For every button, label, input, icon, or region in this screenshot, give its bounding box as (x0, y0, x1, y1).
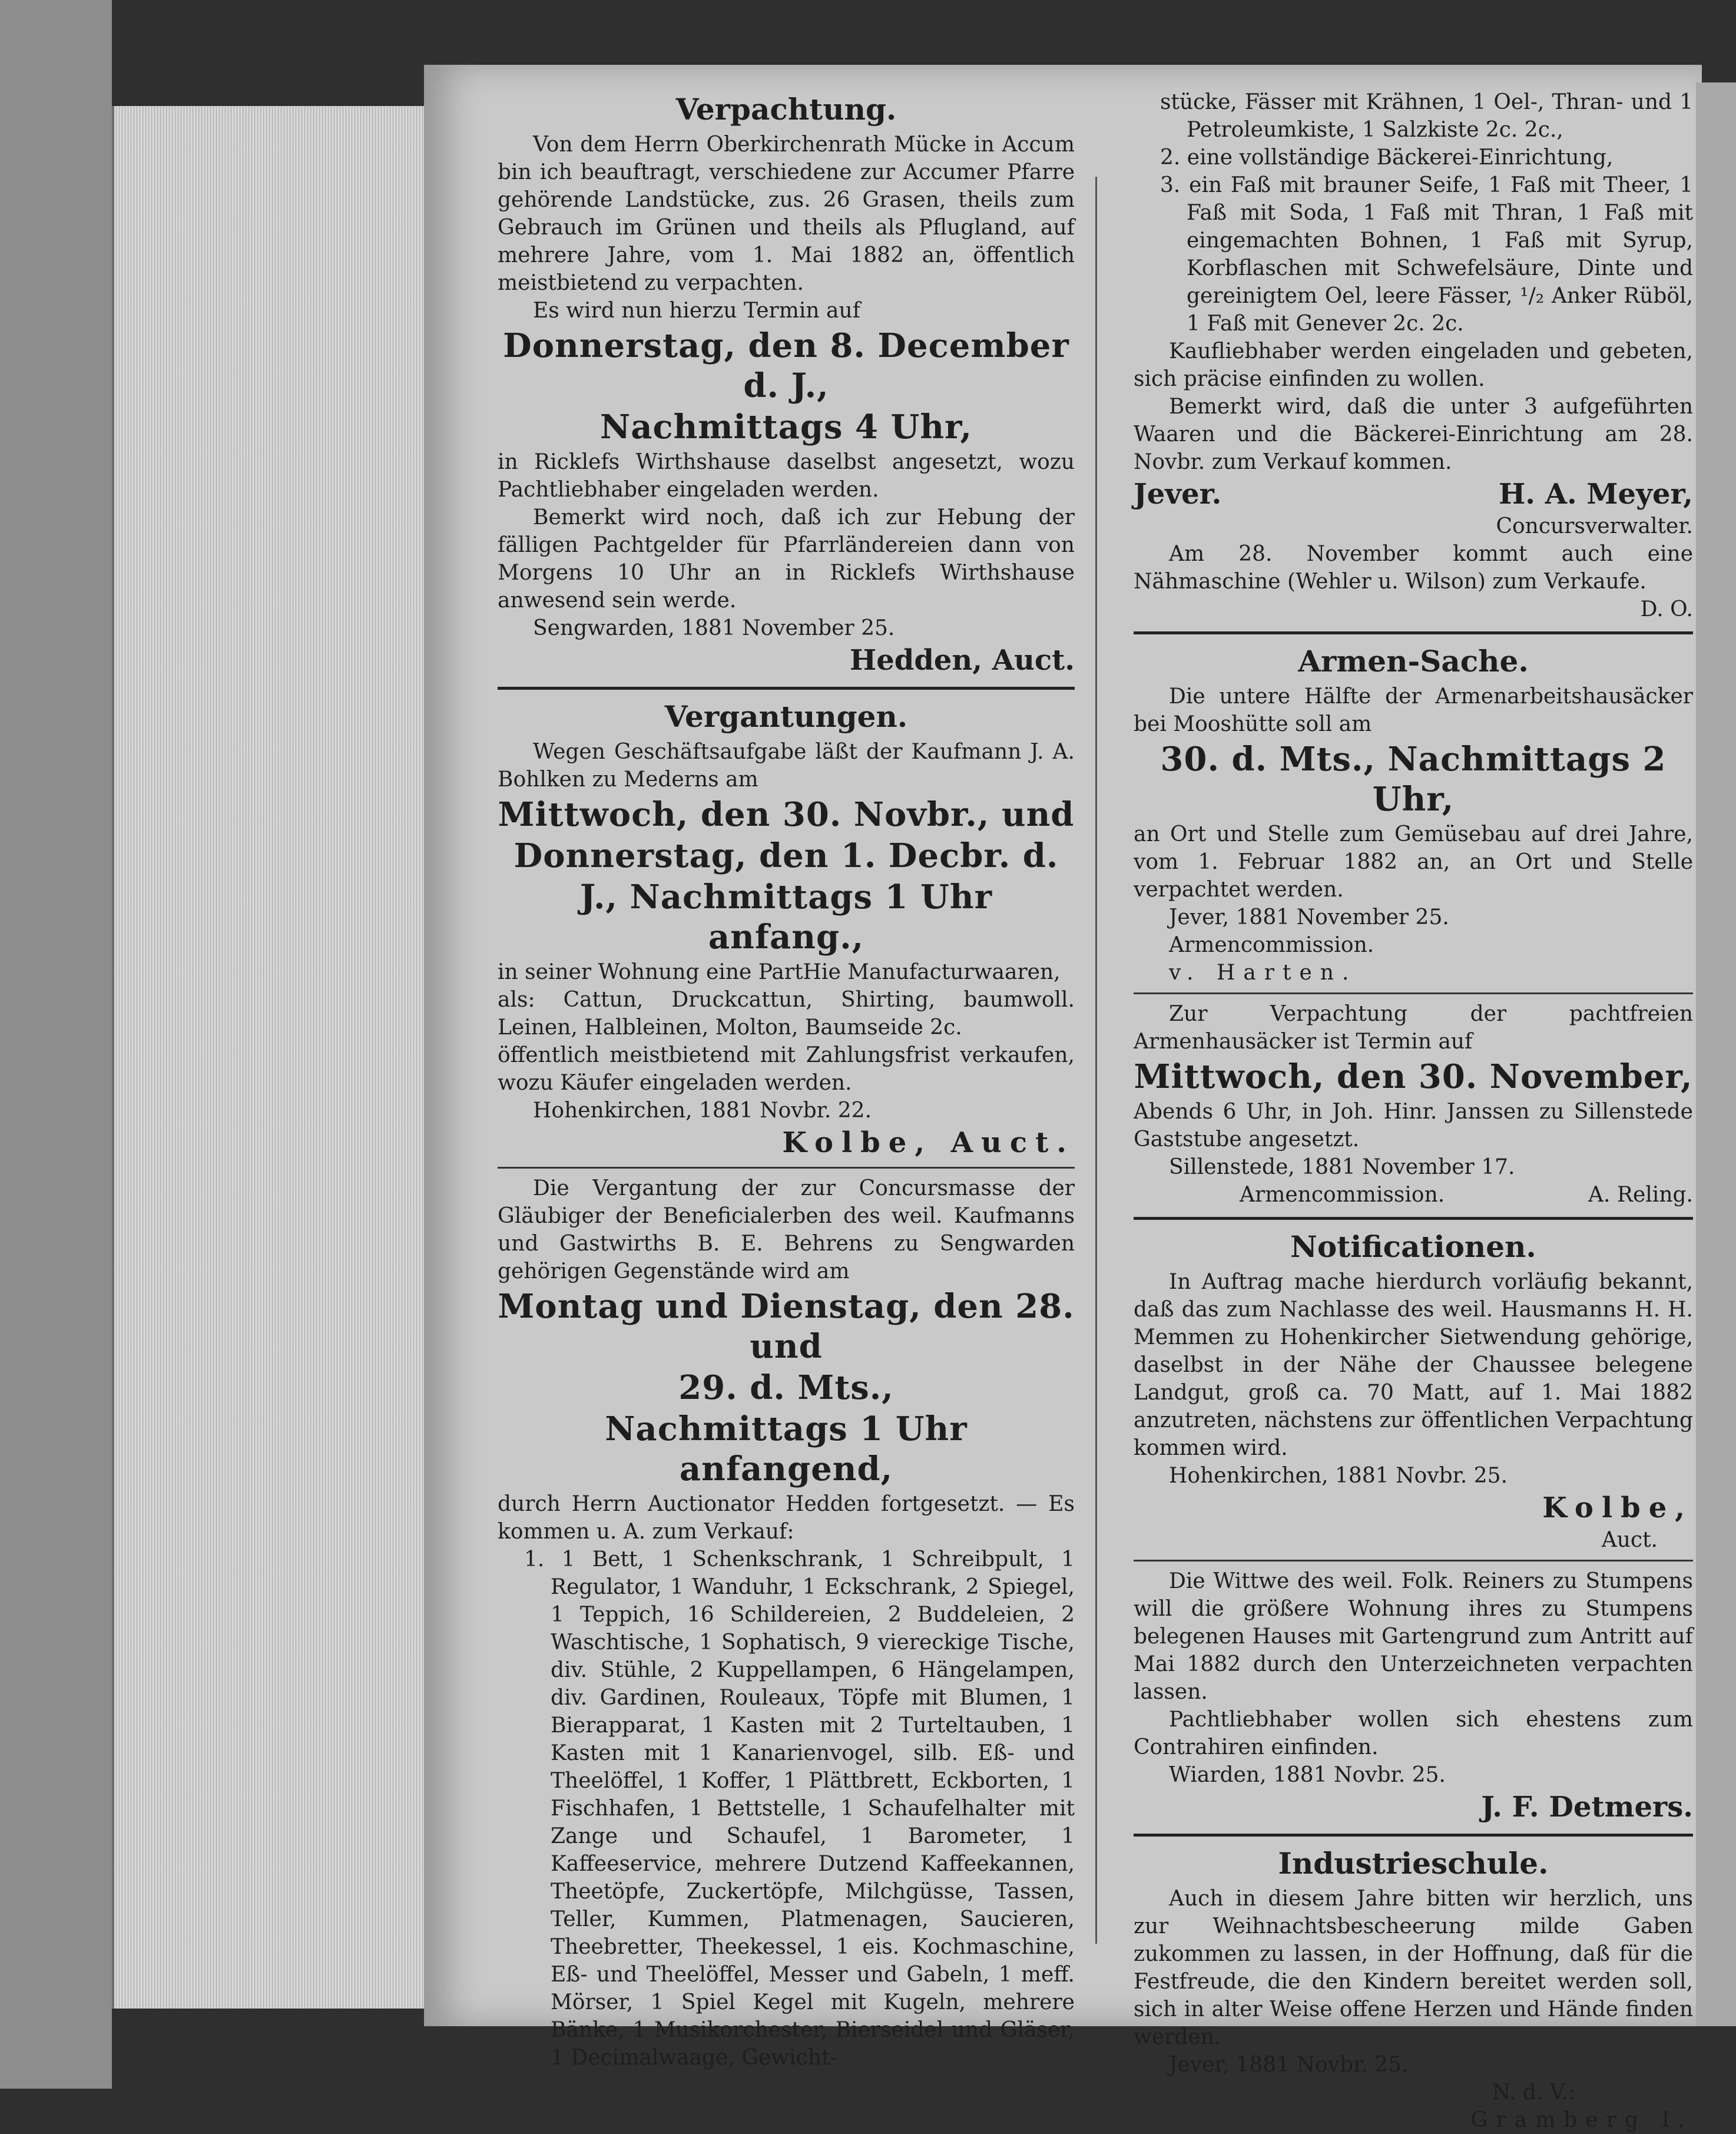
heading-verpachtung: Verpachtung. (675, 92, 897, 127)
divider (1134, 1834, 1693, 1837)
naehmaschine-note: Am 28. November kommt auch eine Nähmaschine (Wehler u. Wilson) zum Verkaufe. (1134, 542, 1693, 594)
armen-signature-2: A. Reling. (1588, 1183, 1693, 1207)
divider (1134, 631, 1693, 634)
armen-commission-2: Armencommission. (1240, 1183, 1445, 1207)
verpachtung-date: Donnerstag, den 8. December d. J., (503, 326, 1069, 405)
armen-dateline: Jever, 1881 November 25. (1169, 905, 1449, 929)
armen-body: an Ort und Stelle zum Gemüsebau auf drei Jahre, vom 1. Februar 1882 an, an Ort und Stelle verpachtet werden. (1134, 822, 1693, 902)
armen-dateline-2: Sillenstede, 1881 November 17. (1169, 1155, 1515, 1179)
concurs-intro: Die Vergantung der zur Concursmasse der Gläubiger der Beneficialerben des weil. Kaufmanns und Gastwirths B. E. Behrens zu Sengwarden gehörigen Gegenstände wird am (498, 1176, 1075, 1283)
meyer-title: Concursverwalter. (1496, 514, 1693, 538)
concurs-date2: 29. d. Mts., (678, 1368, 894, 1407)
armen-intro: Die untere Hälfte der Armenarbeitshausäcker bei Mooshütte soll am (1134, 684, 1693, 736)
place-jever: Jever. (1134, 478, 1222, 511)
column-divider (1095, 177, 1097, 1944)
verpachtung-note: Bemerkt wird noch, daß ich zur Hebung der fälligen Pachtgelder für Pfarrländereien dann von Morgens 10 Uhr an in Ricklefs Wirthshause anwesend sein werde. (498, 505, 1075, 613)
armen-commission: Armencommission. (1169, 933, 1374, 957)
notif-body-2b: Pachtliebhaber wollen sich ehestens zum Contrahiren einfinden. (1134, 1708, 1693, 1759)
concurs-date1: Montag und Dienstag, den 28. und (498, 1287, 1075, 1366)
industrie-body: Auch in diesem Jahre bitten wir herzlich, uns zur Weihnachtsbescheerung milde Gaben zukommen zu lassen, in der Hoffnung, daß für die Festfreude, die den Kindern bereitet werden soll, sich in alter Weise offene Herzen und Hände finden werden. (1134, 1887, 1693, 2049)
armen-intro-2: Zur Verpachtung der pachtfreien Armenhausäcker ist Termin auf (1134, 1002, 1693, 1054)
heading-industrieschule: Industrieschule. (1278, 1846, 1549, 1881)
kauf-note: Kaufliebhaber werden eingeladen und gebeten, sich präcise einfinden zu wollen. (1134, 339, 1693, 391)
notif-signature-title: Auct. (1601, 1528, 1658, 1552)
notif-body-2: Die Wittwe des weil. Folk. Reiners zu Stumpens will die größere Wohnung ihres zu Stumpens belegenen Hauses mit Gartengrund zum Antritt auf Mai 1882 durch den Unterzeichneten verpachten lassen. (1134, 1569, 1693, 1704)
vergantungen-date3: J., Nachmittags 1 Uhr anfang., (579, 878, 993, 957)
right-column (1134, 88, 1693, 2134)
divider (1134, 1560, 1693, 1561)
facing-page-edge (1696, 82, 1736, 2026)
vergantungen-body1: in seiner Wohnung eine PartHie Manufacturwaaren, (498, 960, 1061, 984)
armen-date-2: Mittwoch, den 30. November, (1134, 1057, 1693, 1096)
concurs-item-3: 3. ein Faß mit brauner Seife, 1 Faß mit Theer, 1 Faß mit Soda, 1 Faß mit Thran, 1 Faß mit eingemachten Bohnen, 1 Faß mit Syrup, Korbflaschen mit Schwefelsäure, Dinte und gereinigtem Oel, leere Fässer, ¹/₂ Anker Rüböl, 1 Faß mit Genever 2c. 2c. (1160, 173, 1693, 336)
book-page-edges (112, 106, 432, 2009)
concurs-body: durch Herrn Auctionator Hedden fortgesetzt. — Es kommen u. A. zum Verkauf: (498, 1492, 1075, 1544)
verpachtung-time: Nachmittags 4 Uhr, (600, 408, 972, 446)
verpachtung-termin: Es wird nun hierzu Termin auf (533, 299, 861, 323)
notif-body: In Auftrag mache hierdurch vorläufig bekannt, daß das zum Nachlasse des weil. Hausmanns H. H. Memmen zu Hohenkircher Sietwendung gehörige, daselbst in der Nähe der Chaussee belegene Landgut, groß ca. 70 Matt, auf 1. Mai 1882 anzutreten, nächstens zur öffentlichen Verpachtung kommen wird. (1134, 1270, 1693, 1460)
heading-notificationen: Notificationen. (1290, 1229, 1536, 1264)
vergantungen-body3: öffentlich meistbietend mit Zahlungsfrist verkaufen, wozu Käufer eingeladen werden. (498, 1043, 1075, 1095)
notif-dateline: Hohenkirchen, 1881 Novbr. 25. (1169, 1464, 1508, 1488)
vergantungen-body2: als: Cattun, Druckcattun, Shirting, baumwoll. Leinen, Halbleinen, Molton, Baumseide 2c. (498, 988, 1075, 1040)
concurs-item-2: 2. eine vollständige Bäckerei-Einrichtung, (1160, 145, 1614, 170)
verpachtung-intro: Von dem Herrn Oberkirchenrath Mücke in Accum bin ich beauftragt, verschiedene zur Accumer Pfarre gehörende Landstücke, zus. 26 Grasen, theils zum Gebrauch im Grünen und theils als Pflugland, auf mehrere Jahre, vom 1. Mai 1882 an, öffentlich meistbietend zu verpachten. (498, 133, 1075, 295)
vergantungen-dateline: Hohenkirchen, 1881 Novbr. 22. (533, 1099, 872, 1123)
bemerkt-note: Bemerkt wird, daß die unter 3 aufgeführten Waaren und die Bäckerei-Einrichtung am 28. Novbr. zum Verkauf kommen. (1134, 395, 1693, 474)
industrie-nb: N. d. V.: (1492, 2080, 1575, 2105)
notif-dateline-2: Wiarden, 1881 Novbr. 25. (1169, 1763, 1446, 1787)
heading-armen-sache: Armen-Sache. (1298, 644, 1529, 679)
vergantungen-date1: Mittwoch, den 30. Novbr., und (498, 795, 1075, 834)
vergantungen-intro: Wegen Geschäftsaufgabe läßt der Kaufmann J. A. Bohlken zu Mederns am (498, 740, 1075, 792)
concurs-item-1: 1. 1 Bett, 1 Schenkschrank, 1 Schreibpult, 1 Regulator, 1 Wanduhr, 1 Eckschrank, 2 Spiegel, 1 Teppich, 16 Schildereien, 2 Buddeleien, 2 Waschtische, 1 Sophatisch, 9 viereckige Tische, div. Stühle, 2 Kuppellampen, 6 Hängelampen, div. Gardinen, Rouleaux, Töpfe mit Blumen, 1 Bierapparat, 1 Kasten mit 2 Turteltauben, 1 Kasten mit 1 Kanarienvogel, silb. Eß- und Theelöffel, 1 Koffer, 1 Plättbrett, Eckborten, 1 Fischhafen, 1 Bettstelle, 1 Schaufelhalter mit Zange und Schaufel, 1 Barometer, 1 Kaffeeservice, mehrere Dutzend Kaffeekannen, Theetöpfe, Zuckertöpfe, Milchgüsse, Tassen, Teller, Kummen, Platmenagen, Saucieren, Theebretter, Theekessel, 1 eis. Kochmaschine, Eß- und Theelöffel, Messer und Gabeln, 1 meff. Mörser, 1 Spiel Kegel mit Kugeln, mehrere Bänke, 1 Musikorchester, Bierseidel und Gläser, 1 Decimalwaage, Gewicht- (524, 1547, 1075, 2070)
meyer-signature: H. A. Meyer, (1498, 478, 1693, 511)
left-column (498, 88, 1075, 2072)
divider (498, 1167, 1075, 1169)
verpachtung-dateline: Sengwarden, 1881 November 25. (533, 616, 895, 640)
meyer-signature-row (1134, 476, 1693, 512)
armen-signature-row-2 (1134, 1181, 1693, 1209)
industrie-signature: Gramberg I. (1470, 2108, 1693, 2132)
vergantungen-date2: Donnerstag, den 1. Decbr. d. (513, 836, 1059, 875)
heading-vergantungen: Vergantungen. (664, 699, 908, 734)
concurs-date3: Nachmittags 1 Uhr anfangend, (605, 1410, 968, 1488)
divider (1134, 1217, 1693, 1220)
divider (1134, 992, 1693, 994)
background-left (0, 0, 112, 2089)
armen-date: 30. d. Mts., Nachmittags 2 Uhr, (1160, 740, 1667, 819)
notif-signature: Kolbe, (1542, 1491, 1693, 1524)
industrie-dateline: Jever, 1881 Novbr. 25. (1169, 2053, 1409, 2077)
armen-signature: v. Harten. (1169, 961, 1357, 985)
verpachtung-signature: Hedden, Auct. (849, 644, 1075, 677)
naehmaschine-signature: D. O. (1640, 597, 1693, 621)
divider (498, 687, 1075, 690)
verpachtung-place: in Ricklefs Wirthshause daselbst angesetzt, wozu Pachtliebhaber eingeladen werden. (498, 450, 1075, 502)
concurs-item-1-cont: stücke, Fässer mit Krähnen, 1 Oel-, Thran- und 1 Petroleumkiste, 1 Salzkiste 2c. 2c., (1160, 90, 1693, 142)
notif-signature-2: J. F. Detmers. (1481, 1791, 1693, 1824)
armen-body-2: Abends 6 Uhr, in Joh. Hinr. Janssen zu Sillenstede Gaststube angesetzt. (1134, 1100, 1693, 1152)
vergantungen-signature: Kolbe, Auct. (782, 1126, 1075, 1159)
